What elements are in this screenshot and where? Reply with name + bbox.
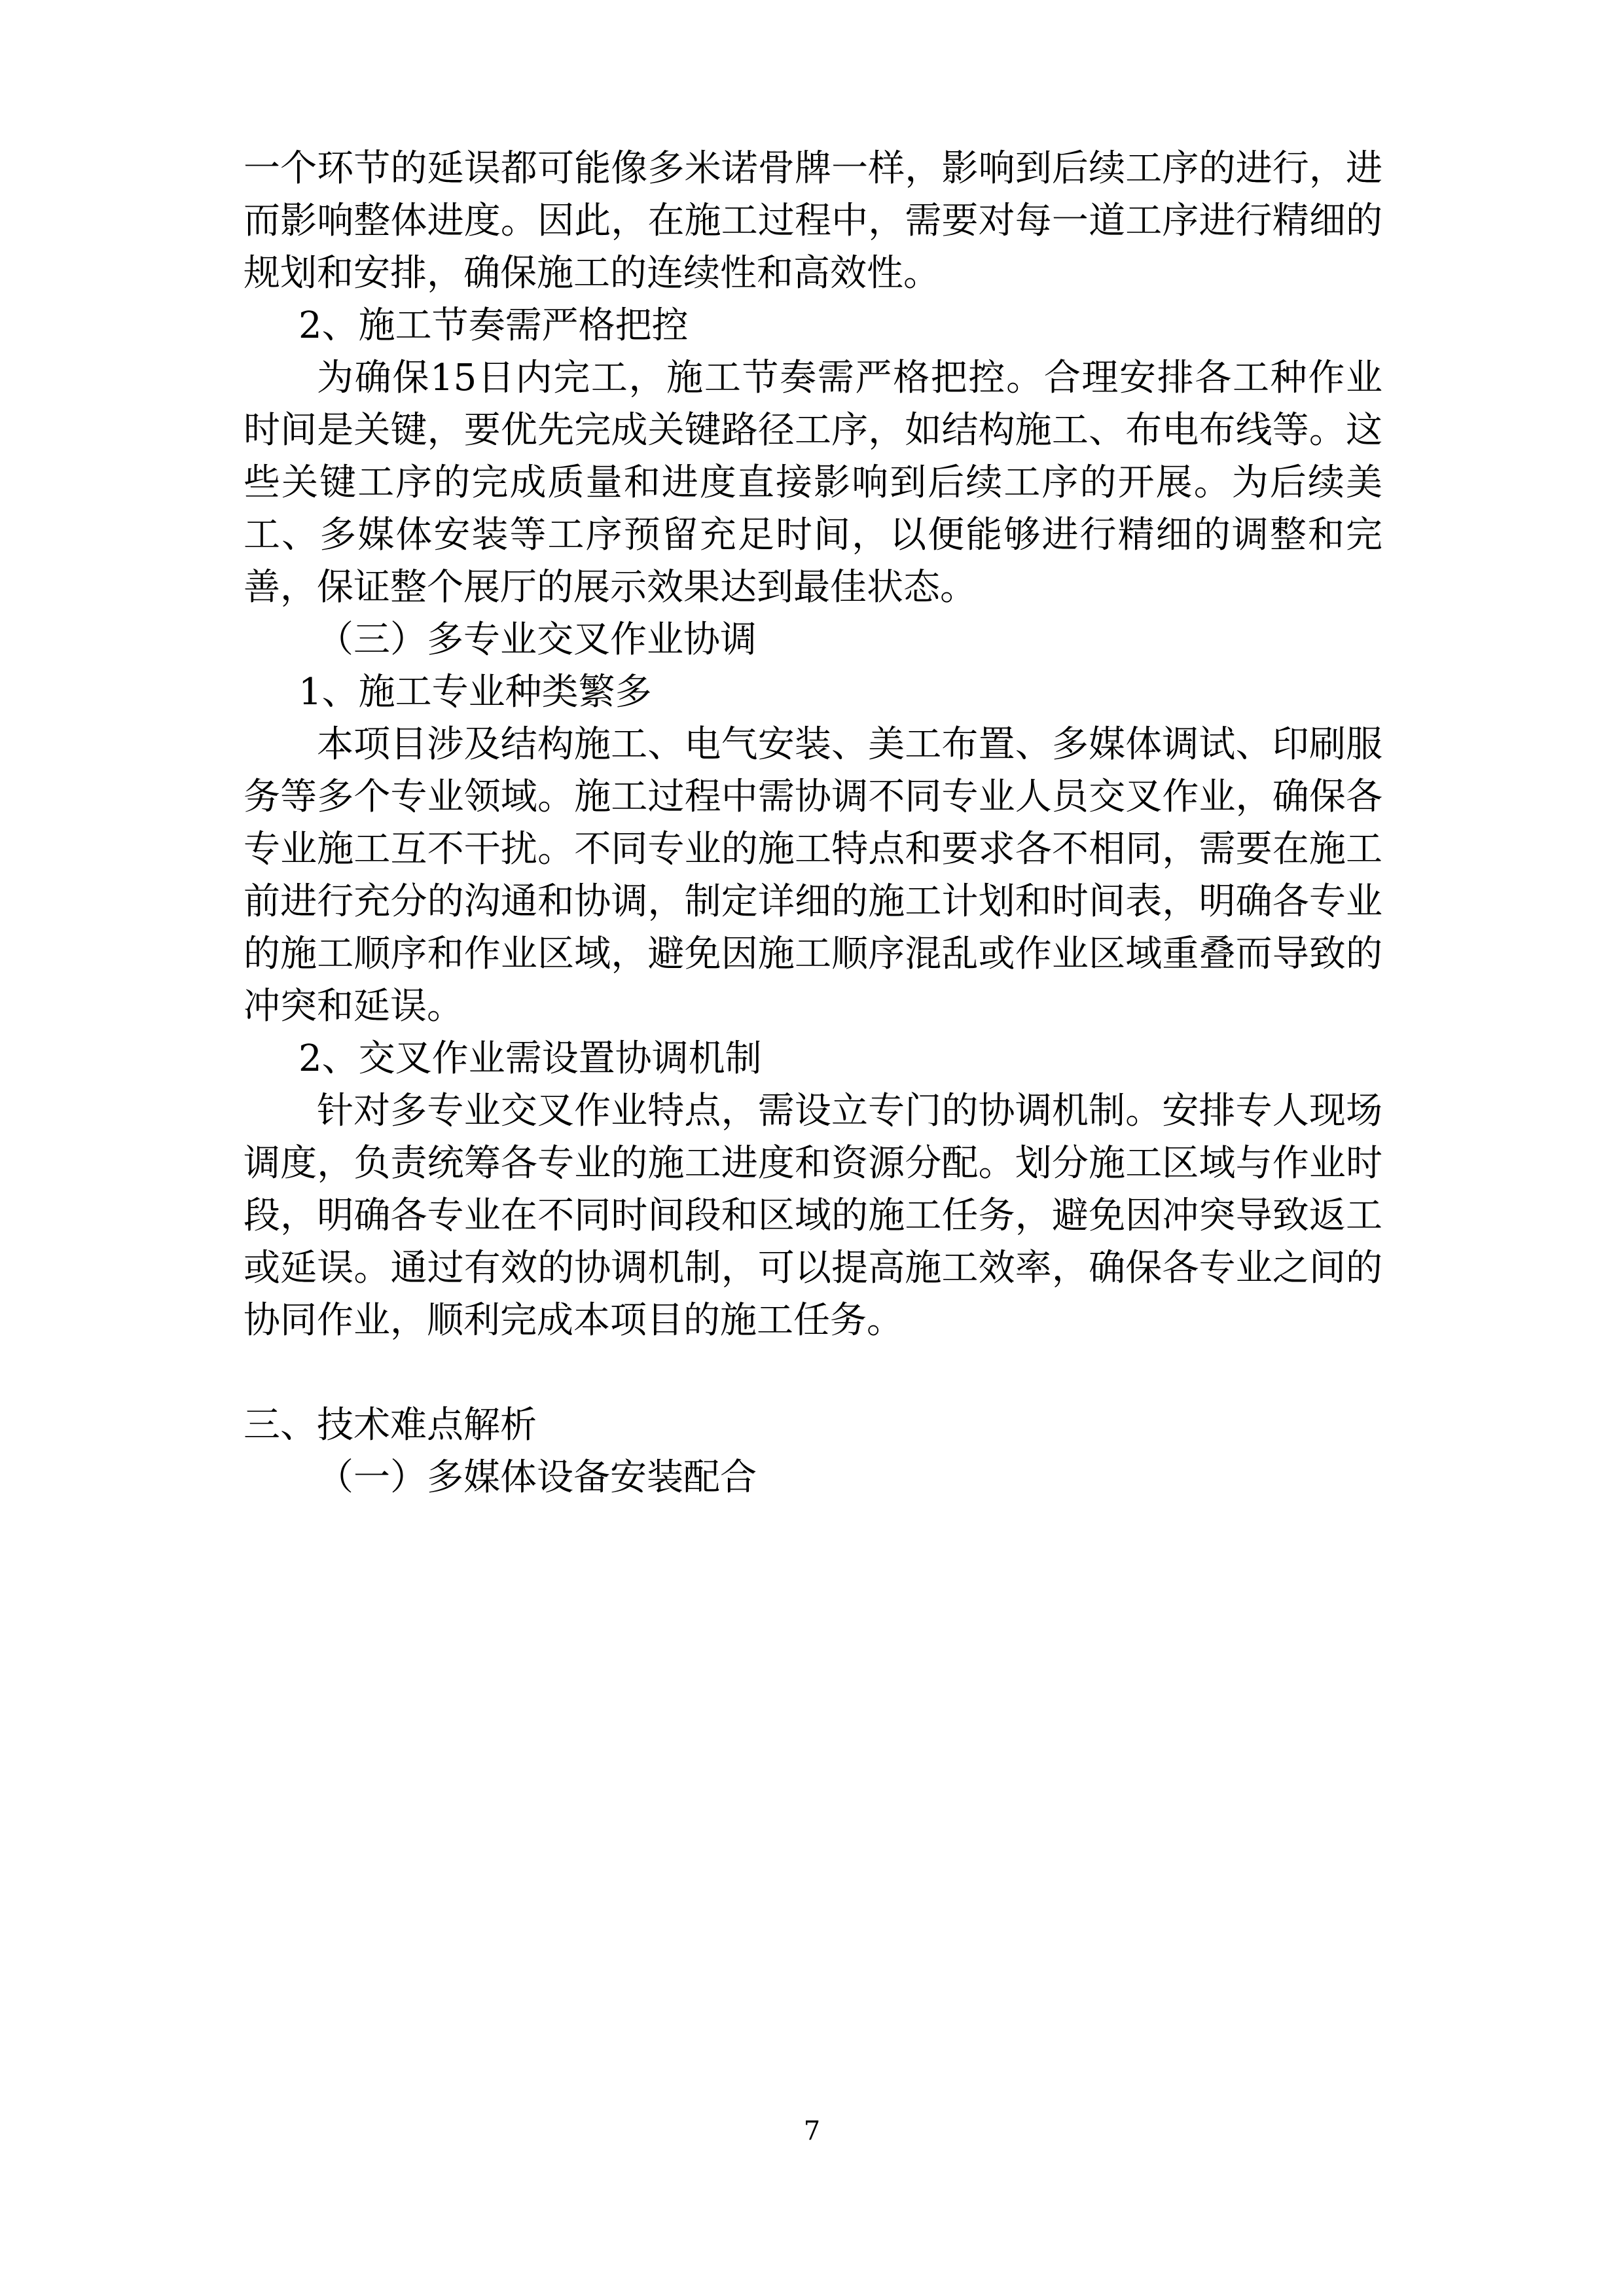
section-spacer [244, 1347, 1382, 1399]
paragraph-many-trade-types: 本项目涉及结构施工、电气安装、美工布置、多媒体调试、印刷服务等多个专业领域。施工过程中需协调不同专业人员交叉作业，确保各专业施工互不干扰。不同专业的施工特点和要求各不相同，需要在施工前进行充分的沟通和协调，制定详细的施工计划和时间表，明确各专业的施工顺序和作业区域，避免因施工顺序混乱或作业区域重叠而导致的冲突和延误。 [244, 723, 1382, 1028]
paragraph-construction-rhythm: 为确保15日内完工，施工节奏需严格把控。合理安排各工种作业时间是关键，要优先完成关键路径工序，如结构施工、布电布线等。这些关键工序的完成质量和进度直接影响到后续工序的开展。为后续美工、多媒体安装等工序预留充足时间，以便能够进行精细的调整和完善，保证整个展厅的展示效果达到最佳状态。 [244, 357, 1382, 609]
page-number: 7 [803, 2116, 821, 2146]
heading-technical-difficulties: 三、技术难点解析 [244, 1404, 537, 1446]
heading-multi-discipline-coordination: （三）多专业交叉作业协调 [317, 619, 757, 661]
paragraph-coordination-mechanism: 针对多专业交叉作业特点，需设立专门的协调机制。安排专人现场调度，负责统筹各专业的施工进度和资源分配。划分施工区域与作业时段，明确各专业在不同时间段和区域的施工任务，避免因冲突导致返工或延误。通过有效的协调机制，可以提高施工效率，确保各专业之间的协同作业，顺利完成本项目的施工任务。 [244, 1090, 1382, 1342]
heading-construction-rhythm: 2、施工节奏需严格把控 [298, 304, 689, 347]
page-content [244, 143, 1382, 1504]
heading-many-trade-types: 1、施工专业种类繁多 [298, 671, 652, 713]
heading-multimedia-installation: （一）多媒体设备安装配合 [317, 1456, 757, 1499]
heading-coordination-mechanism: 2、交叉作业需设置协调机制 [298, 1037, 762, 1080]
paragraph-domino-delay: 一个环节的延误都可能像多米诺骨牌一样，影响到后续工序的进行，进而影响整体进度。因此，在施工过程中，需要对每一道工序进行精细的规划和安排，确保施工的连续性和高效性。 [244, 147, 1382, 295]
